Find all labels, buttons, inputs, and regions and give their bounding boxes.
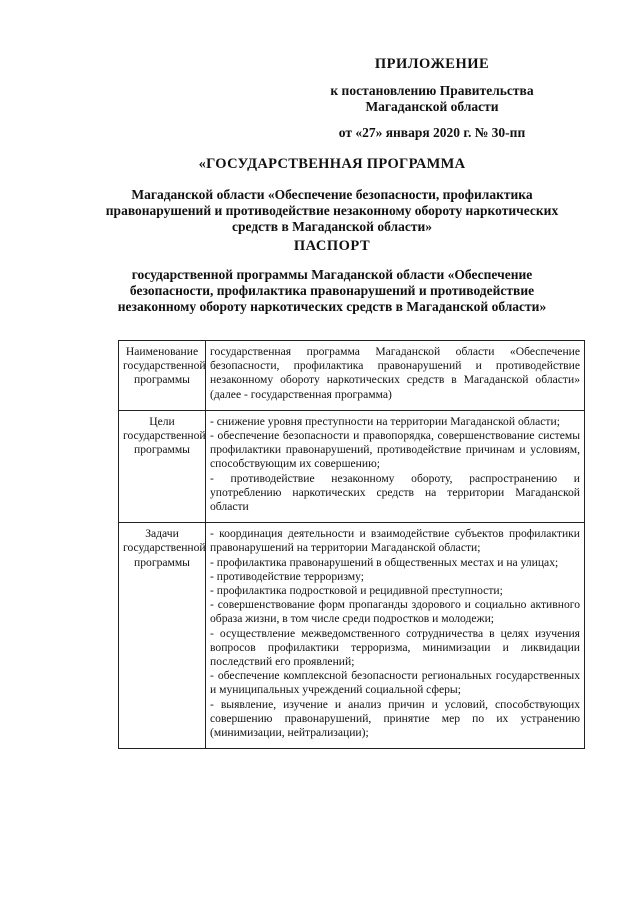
value-line: государственная программа Магаданской области «Обеспечение безопасности, профилактика правонарушений и противодействие незаконному обороту наркотических средств в Магаданской области» (далее - государственная программа) (210, 345, 580, 401)
value-line: - профилактика правонарушений в общественных местах и на улицах; (210, 555, 559, 569)
value-line: - снижение уровня преступности на территории Магаданской области; (210, 414, 560, 428)
value-line: - противодействие незаконному обороту, распространению и употреблению наркотических средств на территории Магаданской области (210, 471, 580, 514)
row-value (206, 410, 585, 522)
value-line: - противодействие терроризму; (210, 569, 364, 583)
appendix-line-2: Магаданской области (365, 99, 499, 114)
row-label: Задачи государственной программы (119, 523, 206, 749)
table-row (119, 410, 585, 522)
row-label: Наименование государственной программы (119, 341, 206, 411)
program-heading: «ГОСУДАРСТВЕННАЯ ПРОГРАММА (198, 156, 466, 172)
appendix-line-1: к постановлению Правительства (330, 83, 534, 98)
row-label: Цели государственной программы (119, 410, 206, 522)
passport-title-block (90, 238, 574, 315)
passport-heading: ПАСПОРТ (293, 238, 371, 254)
table-row (119, 341, 585, 411)
program-name: Магаданской области «Обеспечение безопасности, профилактика правонарушений и противодействие незаконному обороту наркотических средств в Магаданской области» (105, 187, 559, 234)
appendix-block (302, 56, 562, 141)
passport-subtitle: государственной программы Магаданской области «Обеспечение безопасности, профилактика правонарушений и противодействие незаконному обороту наркотических средств в Магаданской области» (117, 267, 547, 314)
passport-table (118, 340, 585, 749)
row-value (206, 341, 585, 411)
value-line: - обеспечение комплексной безопасности региональных государственных и муниципальных учреждений социальной сферы; (210, 669, 580, 697)
table-row (119, 523, 585, 749)
appendix-date-line: от «27» января 2020 г. № 30-пп (338, 125, 526, 140)
value-line: - совершенствование форм пропаганды здорового и социально активного образа жизни, в том числе среди подростков и молодежи; (210, 598, 580, 626)
program-title-block (96, 156, 568, 235)
value-line: - профилактика подростковой и рецидивной преступности; (210, 584, 503, 598)
row-value (206, 523, 585, 749)
value-line: - выявление, изучение и анализ причин и условий, способствующих совершению правонарушений, принятие мер по их устранению (минимизации, нейтрализации); (210, 697, 580, 740)
value-line: - координация деятельности и взаимодействие субъектов профилактики правонарушений на территории Магаданской области; (210, 527, 580, 555)
appendix-title: ПРИЛОЖЕНИЕ (374, 56, 490, 72)
value-line: - осуществление межведомственного сотрудничества в целях изучения вопросов профилактики терроризма, минимизации и ликвидации последствий его проявлений; (210, 626, 580, 669)
value-line: - обеспечение безопасности и правопорядка, совершенствование системы профилактики правонарушений, противодействие причинам и условиям, способствующим их совершению; (210, 429, 580, 471)
